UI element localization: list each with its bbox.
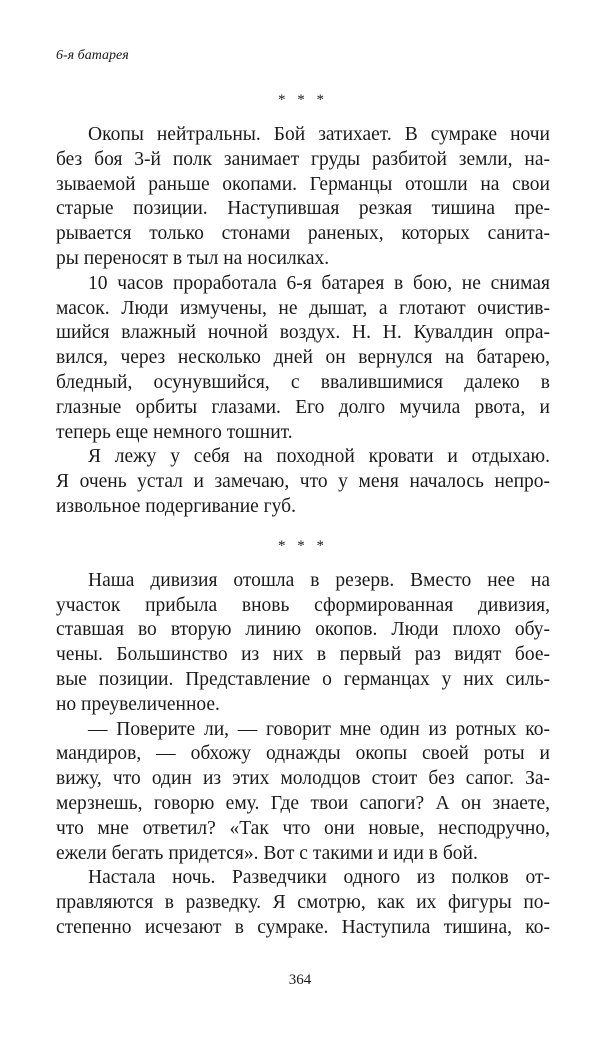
text-line: — Поверите ли, — говорит мне один из ротных ко-: [88, 718, 550, 740]
text-line: что мне ответил? «Так что они новые, несподручно,: [56, 817, 550, 839]
page-body: [56, 88, 550, 941]
text-line: старые позиции. Наступившая резкая тишина пре-: [56, 198, 550, 220]
paragraph: [56, 123, 550, 272]
text-line: участок прибыла вновь сформированная дивизия,: [56, 594, 550, 616]
text-line: вижу, что один из этих молодцов стоит без сапог. За-: [56, 768, 550, 790]
text-line: правляются в разведку. Я смотрю, как их фигуры по-: [56, 892, 550, 914]
section-separator: * * *: [278, 537, 328, 554]
text-line: рывается только стонами раненых, которых санита-: [56, 223, 550, 245]
paragraph: [56, 718, 550, 867]
text-line: Наша дивизия отошла в резерв. Вместо нее на: [88, 569, 550, 591]
paragraph: [56, 569, 550, 718]
text-line: Окопы нейтральны. Бой затихает. В сумраке ночи: [88, 124, 550, 145]
text-line: Настала ночь. Разведчики одного из полков от-: [88, 867, 550, 889]
paragraph: [56, 445, 550, 519]
text-line: Я очень устал и замечаю, что у меня началось непро-: [56, 471, 550, 493]
text-line: мандиров, — обхожу однажды окопы своей роты и: [56, 743, 550, 765]
paragraph: [56, 272, 550, 446]
running-head: 6-я батарея: [56, 48, 129, 63]
page-number: 364: [288, 972, 312, 988]
paragraph: [56, 866, 550, 940]
text-line: зываемой раньше окопами. Германцы отошли на свои: [56, 173, 550, 195]
text-line: глазные орбиты глазами. Его долго мучила рвота, и: [56, 396, 550, 418]
text-line: но преувеличенное.: [56, 693, 220, 715]
text-line: ставшая во вторую линию окопов. Люди плохо обу-: [56, 619, 550, 641]
text-line: 10 часов проработала 6-я батарея в бою, не снимая: [88, 272, 550, 294]
text-line: степенно исчезают в сумраке. Наступила тишина, ко-: [56, 916, 550, 938]
text-line: мерзнешь, говорю ему. Где твои сапоги? А он знаете,: [56, 792, 550, 814]
text-line: теперь еще немного тошнит.: [56, 421, 293, 443]
text-line: бледный, осунувшийся, с ввалившимися далеко в: [56, 371, 550, 393]
text-line: без боя 3-й полк занимает груды разбитой земли, на-: [56, 148, 550, 170]
text-line: вился, через несколько дней он вернулся на батарею,: [56, 347, 550, 369]
text-line: Я лежу у себя на походной кровати и отдыхаю.: [88, 446, 550, 468]
text-line: ежели бегать придется». Вот с такими и иди в бой.: [56, 842, 478, 864]
text-line: извольное подергивание губ.: [56, 495, 296, 517]
text-line: масок. Люди измучены, не дышат, а глотают очистив-: [56, 297, 550, 319]
section-separator: * * *: [278, 92, 328, 108]
text-line: чены. Большинство из них в первый раз видят бое-: [56, 644, 550, 666]
text-line: ры переносят в тыл на носилках.: [56, 247, 330, 269]
text-line: шийся влажный ночной воздух. Н. Н. Кувалдин опра-: [56, 322, 550, 344]
text-line: вые позиции. Представление о германцах у них силь-: [56, 668, 550, 690]
